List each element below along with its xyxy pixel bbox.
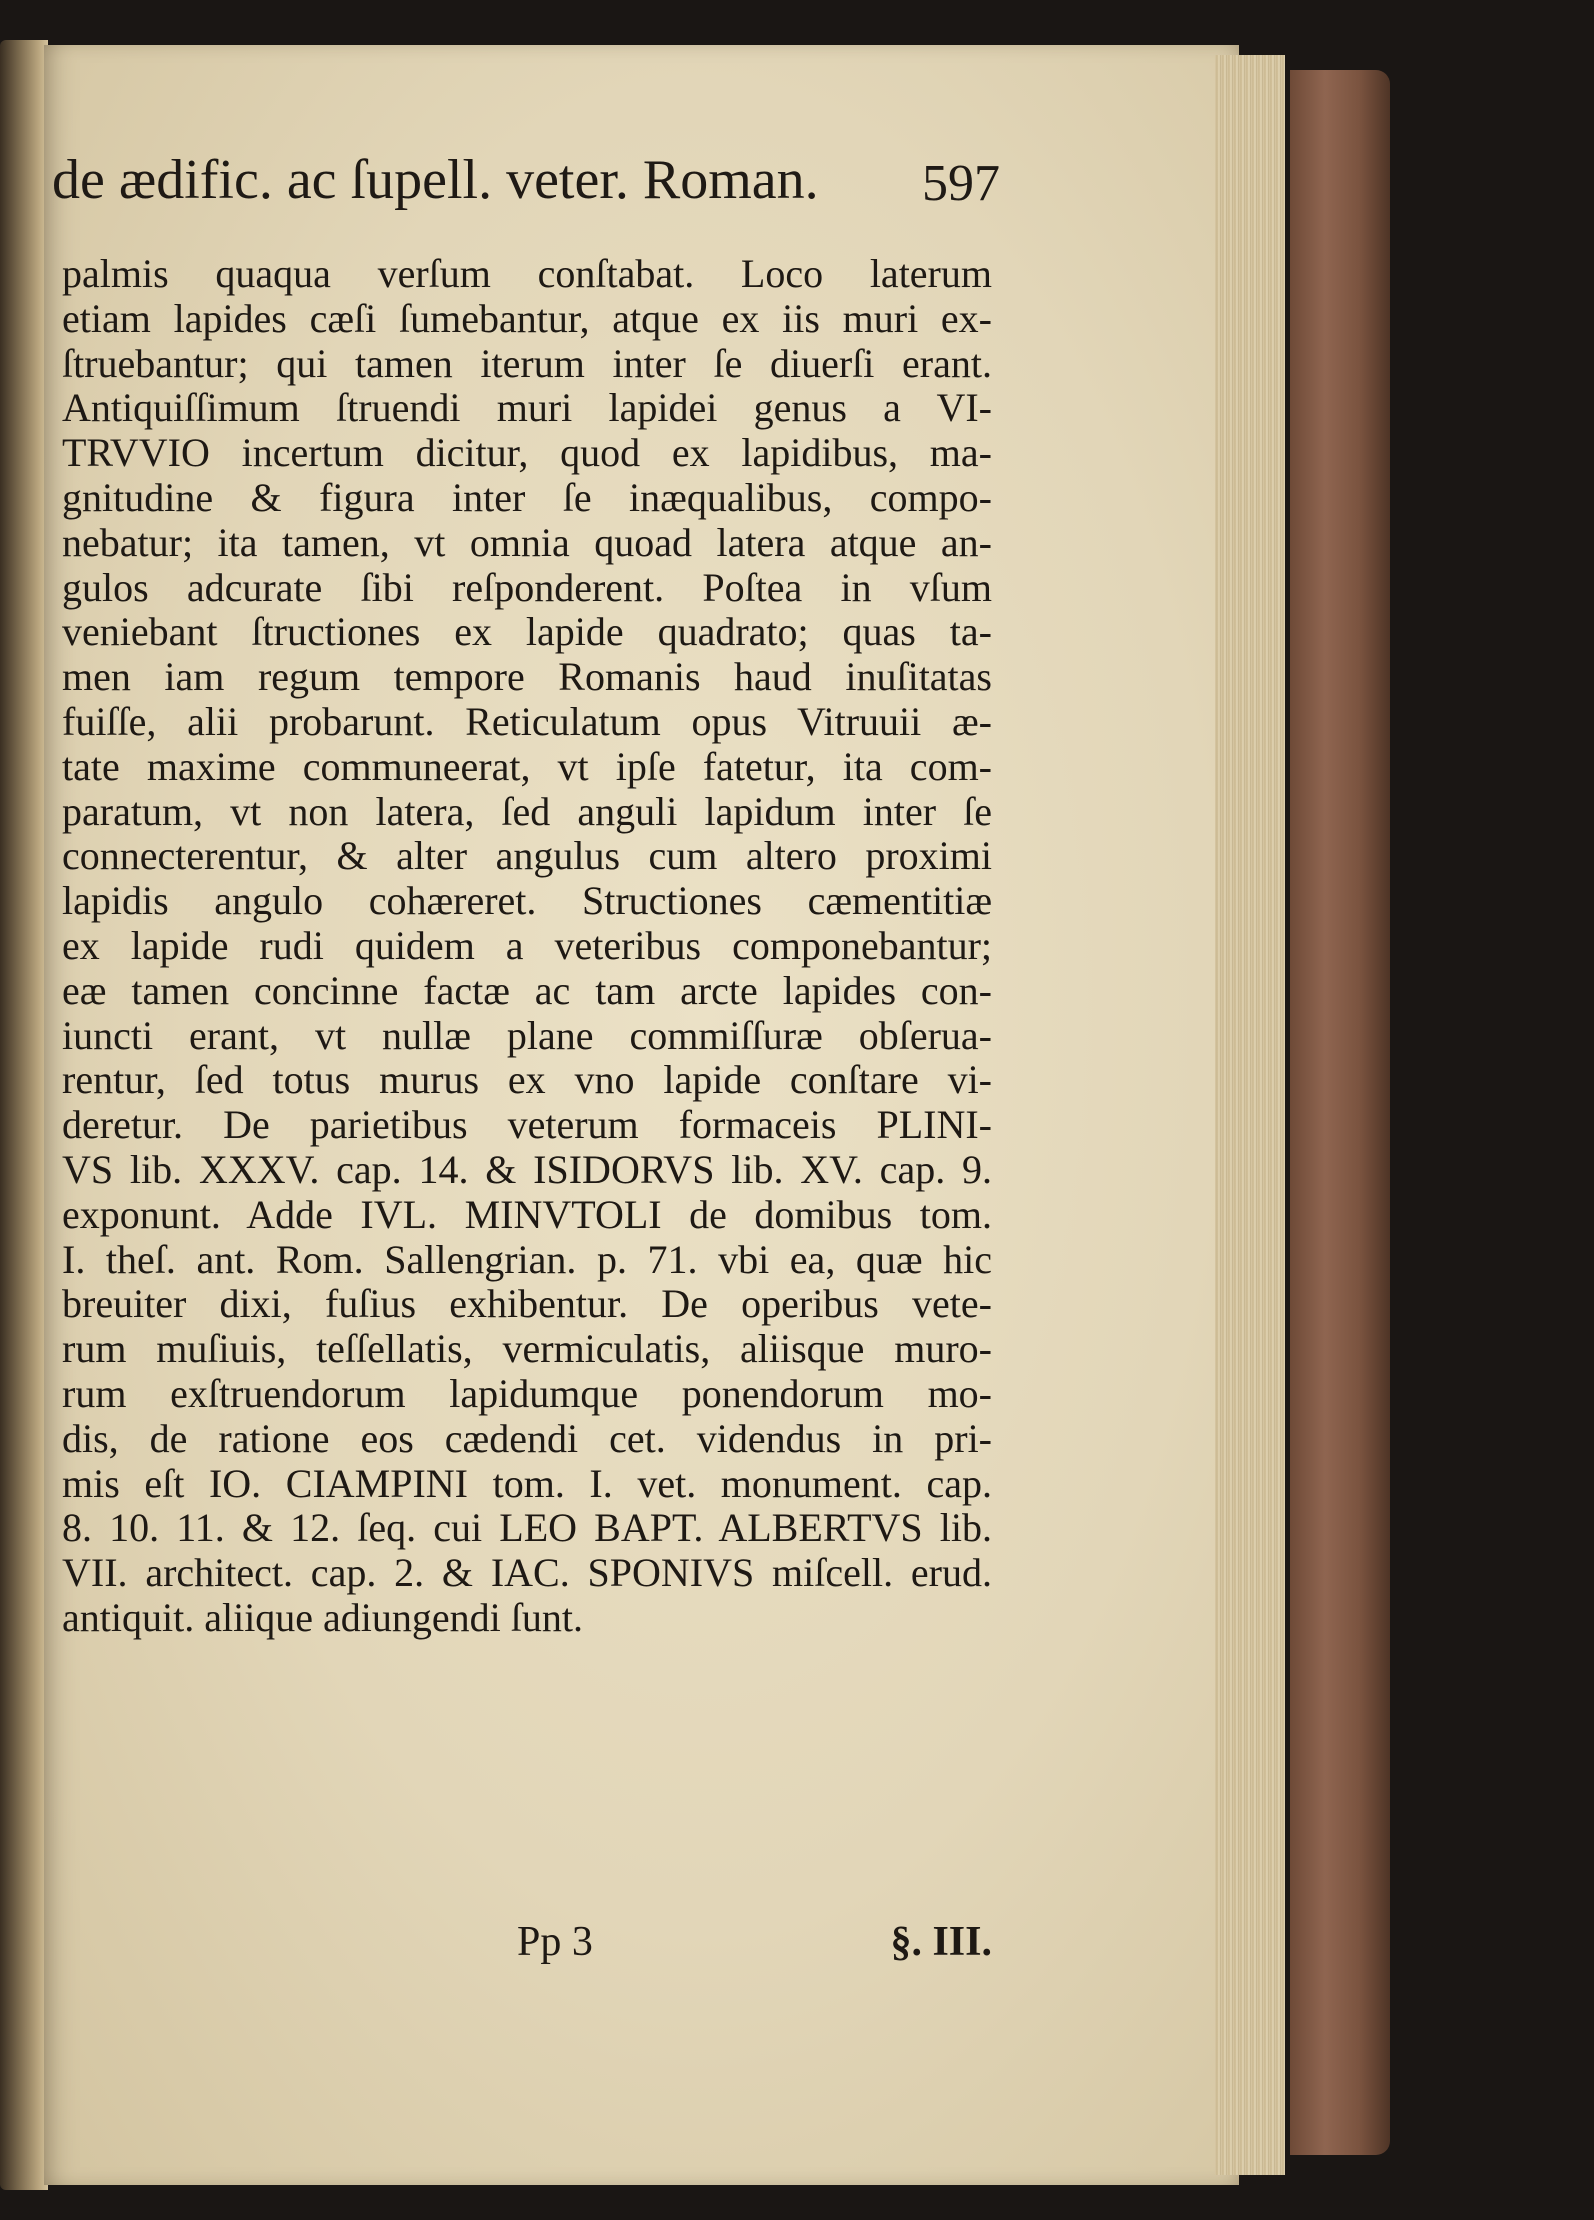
text-line: tate maxime communeerat, vt ipſe fatetur, ita com- [62,743,992,789]
text-line: VII. architect. cap. 2. & IAC. SPONIVS miſcell. erud. [62,1550,992,1596]
text-line: Antiquiſſimum ſtruendi muri lapidei genus a VI- [62,385,992,431]
text-line: antiquit. aliique adiungendi ſunt. [62,1594,584,1640]
text-line: rum exſtruendorum lapidumque ponendorum mo- [62,1370,992,1416]
text-line: fuiſſe, alii probarunt. Reticulatum opus Vitruuii æ- [62,698,992,744]
page-number: 597 [922,155,1000,212]
text-line: men iam regum tempore Romanis haud inuſitatas [62,654,992,700]
text-line: gulos adcurate ſibi reſponderent. Poſtea in vſum [62,564,992,610]
running-head-title: de ædific. ac ſupell. veter. Roman. [52,149,819,211]
text-line: palmis quaqua verſum conſtabat. Loco laterum [62,251,992,296]
text-line: etiam lapides cæſi ſumebantur, atque ex iis muri ex- [62,295,992,341]
text-line: dis, de ratione eos cædendi cet. videndus in pri- [62,1415,992,1461]
text-line: rum muſiuis, teſſellatis, vermiculatis, aliisque muro- [62,1326,992,1372]
text-line: iuncti erant, vt nullæ plane commiſſuræ obſerua- [62,1012,992,1058]
catchword: §. III. [890,1919,992,1965]
text-line: eæ tamen concinne factæ ac tam arcte lapides con- [62,967,992,1013]
text-line: ſtruebantur; qui tamen iterum inter ſe diuerſi erant. [62,340,992,386]
page-footer [62,1912,992,1972]
text-line: 8. 10. 11. & 12. ſeq. cui LEO BAPT. ALBERTVS lib. [62,1505,992,1551]
text-line: TRVVIO incertum dicitur, quod ex lapidibus, ma- [62,430,992,476]
text-line: deretur. De parietibus veterum formaceis PLINI- [62,1102,992,1148]
text-line: rentur, ſed totus murus ex vno lapide conſtare vi- [62,1057,992,1103]
text-line: connecterentur, & alter angulus cum altero proximi [62,833,992,879]
running-head [52,140,1000,220]
text-line: breuiter dixi, fuſius exhibentur. De operibus vete- [62,1281,992,1327]
text-line: I. theſ. ant. Rom. Sallengrian. p. 71. vbi ea, quæ hic [62,1236,992,1282]
text-line: mis eſt IO. CIAMPINI tom. I. vet. monument. cap. [62,1460,992,1506]
text-line: VS lib. XXXV. cap. 14. & ISIDORVS lib. XV. cap. 9. [62,1146,992,1192]
text-line: gnitudine & figura inter ſe inæqualibus, compo- [62,474,992,520]
signature-mark: Pp 3 [517,1919,593,1965]
leather-cover-edge [1290,70,1390,2155]
text-line: veniebant ſtructiones ex lapide quadrato; quas ta- [62,609,992,655]
left-page-edge [0,40,48,2190]
text-line: paratum, vt non latera, ſed anguli lapidum inter ſe [62,788,992,834]
text-line: ex lapide rudi quidem a veteribus componebantur; [62,922,992,968]
body-text [62,252,992,1641]
page-edges [1215,55,1285,2175]
text-line: nebatur; ita tamen, vt omnia quoad latera atque an- [62,519,992,565]
text-line: lapidis angulo cohæreret. Structiones cæmentitiæ [62,878,992,924]
text-line: exponunt. Adde IVL. MINVTOLI de domibus tom. [62,1191,992,1237]
